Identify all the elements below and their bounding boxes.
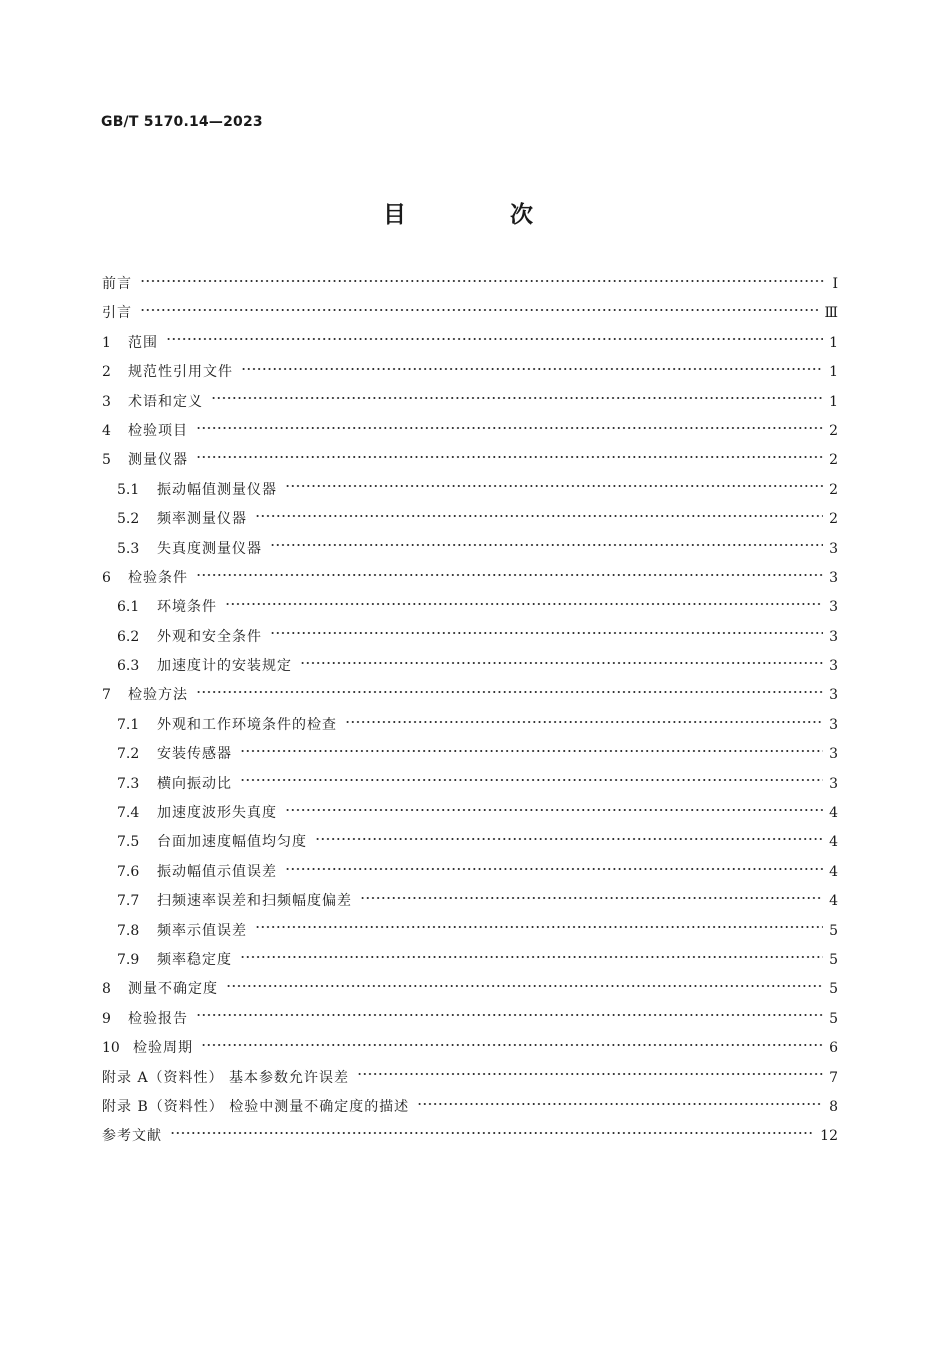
toc-entry-title: 术语和定义 — [128, 393, 203, 410]
toc-entry-title: 频率示值误差 — [157, 922, 247, 939]
toc-entry-page: 3 — [829, 599, 838, 616]
toc-entry[interactable] — [102, 299, 838, 328]
toc-entry-title: 检验报告 — [128, 1010, 188, 1027]
toc-dot-leader — [140, 280, 824, 282]
toc-dot-leader — [285, 485, 823, 487]
toc-entry[interactable] — [102, 1005, 838, 1034]
toc-entry-page: 3 — [829, 746, 838, 763]
toc-entry-page: 3 — [829, 569, 838, 586]
toc-dot-leader — [166, 338, 823, 340]
toc-dot-leader — [360, 897, 823, 899]
toc-entry-title: 附录 B（资料性） 检验中测量不确定度的描述 — [102, 1098, 410, 1115]
toc-entry-page: 3 — [829, 628, 838, 645]
toc-dot-leader — [417, 1103, 823, 1105]
toc-entry-title: 测量不确定度 — [128, 981, 218, 998]
toc-entry[interactable] — [102, 417, 838, 446]
toc-dot-leader — [196, 427, 823, 429]
toc-entry-title: 频率测量仪器 — [157, 511, 247, 528]
toc-entry-title: 加速度计的安装规定 — [157, 658, 292, 675]
toc-entry-number: 9 — [102, 1010, 111, 1027]
toc-entry-title: 检验项目 — [128, 422, 188, 439]
toc-dot-leader — [196, 691, 823, 693]
toc-entry-page: 4 — [829, 893, 838, 910]
toc-entry[interactable] — [102, 740, 838, 769]
toc-entry-title: 扫频速率误差和扫频幅度偏差 — [157, 893, 352, 910]
toc-entry[interactable] — [102, 564, 838, 593]
toc-entry[interactable] — [102, 828, 838, 857]
toc-dot-leader — [170, 1132, 814, 1134]
toc-entry-title: 检验方法 — [128, 687, 188, 704]
toc-entry-number: 6.1 — [117, 599, 140, 616]
toc-dot-leader — [225, 603, 823, 605]
toc-entry-number: 10 — [102, 1040, 120, 1057]
toc-entry-number: 7.9 — [117, 951, 140, 968]
toc-entry[interactable] — [102, 476, 838, 505]
toc-entry-page: 3 — [829, 658, 838, 675]
toc-dot-leader — [201, 1044, 823, 1046]
toc-entry[interactable] — [102, 388, 838, 417]
toc-entry[interactable] — [102, 446, 838, 475]
toc-entry-page: 2 — [829, 452, 838, 469]
toc-entry[interactable] — [102, 887, 838, 916]
toc-entry[interactable] — [102, 1064, 838, 1093]
toc-entry-number: 7.6 — [117, 863, 140, 880]
toc-dot-leader — [211, 397, 823, 399]
toc-entry[interactable] — [102, 1093, 838, 1122]
toc-entry[interactable] — [102, 329, 838, 358]
toc-entry-number: 7.4 — [117, 805, 140, 822]
toc-entry[interactable] — [102, 593, 838, 622]
toc-entry[interactable] — [102, 858, 838, 887]
toc-dot-leader — [357, 1073, 823, 1075]
toc-entry-number: 8 — [102, 981, 111, 998]
toc-entry-title: 引言 — [102, 305, 132, 322]
toc-entry-page: Ⅲ — [824, 305, 838, 322]
toc-dot-leader — [226, 985, 823, 987]
toc-entry-number: 1 — [102, 334, 111, 351]
toc-dot-leader — [255, 926, 823, 928]
toc-dot-leader — [196, 1014, 823, 1016]
toc-entry-number: 6 — [102, 569, 111, 586]
toc-dot-leader — [140, 309, 818, 311]
toc-entry-number: 3 — [102, 393, 111, 410]
toc-entry-number: 5 — [102, 452, 111, 469]
toc-entry-number: 4 — [102, 422, 111, 439]
toc-entry-page: 1 — [829, 334, 838, 351]
toc-entry[interactable] — [102, 652, 838, 681]
toc-entry-title: 振动幅值测量仪器 — [157, 481, 277, 498]
page-title: 目 次 — [382, 202, 581, 228]
toc-entry-page: 5 — [829, 1010, 838, 1027]
toc-entry-title: 规范性引用文件 — [128, 364, 233, 381]
toc-entry-title: 参考文献 — [102, 1128, 162, 1145]
toc-entry-page: 5 — [829, 981, 838, 998]
toc-entry[interactable] — [102, 1034, 838, 1063]
toc-entry-title: 检验周期 — [133, 1040, 193, 1057]
toc-entry-page: 6 — [829, 1040, 838, 1057]
toc-entry-title: 检验条件 — [128, 569, 188, 586]
toc-entry-number: 2 — [102, 364, 111, 381]
toc-entry[interactable] — [102, 358, 838, 387]
toc-entry-title: 振动幅值示值误差 — [157, 863, 277, 880]
toc-entry-page: 4 — [829, 863, 838, 880]
toc-entry[interactable] — [102, 623, 838, 652]
toc-entry-title: 测量仪器 — [128, 452, 188, 469]
toc-entry-page: 3 — [829, 540, 838, 557]
toc-entry-number: 5.1 — [117, 481, 140, 498]
toc-entry-page: 3 — [829, 716, 838, 733]
toc-entry-number: 7.7 — [117, 893, 140, 910]
toc-entry-page: 2 — [829, 422, 838, 439]
toc-dot-leader — [255, 515, 823, 517]
toc-dot-leader — [285, 868, 823, 870]
toc-entry[interactable] — [102, 535, 838, 564]
toc-entry-title: 台面加速度幅值均匀度 — [157, 834, 307, 851]
toc-entry-page: 2 — [829, 511, 838, 528]
toc-entry-title: 频率稳定度 — [157, 951, 232, 968]
toc-dot-leader — [300, 662, 823, 664]
toc-entry-page: 1 — [829, 393, 838, 410]
toc-dot-leader — [345, 721, 823, 723]
toc-entry-number: 6.3 — [117, 658, 140, 675]
toc-entry-title: 安装传感器 — [157, 746, 232, 763]
toc-entry-number: 5.3 — [117, 540, 140, 557]
toc-entry-number: 6.2 — [117, 628, 140, 645]
toc-entry-page: 12 — [820, 1128, 838, 1145]
toc-dot-leader — [315, 838, 823, 840]
toc-entry-page: 8 — [829, 1098, 838, 1115]
toc-entry[interactable] — [102, 946, 838, 975]
toc-entry-page: 1 — [829, 364, 838, 381]
toc-entry-page: 7 — [829, 1069, 838, 1086]
toc-entry-title: 前言 — [102, 276, 132, 292]
toc-dot-leader — [196, 574, 823, 576]
toc-entry-number: 5.2 — [117, 511, 140, 528]
toc-entry-page: Ⅰ — [832, 276, 838, 292]
toc-entry[interactable] — [102, 770, 838, 799]
toc-dot-leader — [240, 779, 823, 781]
toc-entry[interactable] — [102, 505, 838, 534]
toc-entry[interactable] — [102, 270, 838, 299]
toc-dot-leader — [241, 368, 823, 370]
toc-entry-number: 7.2 — [117, 746, 140, 763]
toc-entry[interactable] — [102, 711, 838, 740]
toc-entry[interactable] — [102, 799, 838, 828]
toc-dot-leader — [270, 632, 823, 634]
toc-entry-title: 外观和工作环境条件的检查 — [157, 716, 337, 733]
table-of-contents — [102, 270, 838, 1152]
toc-entry-page: 5 — [829, 951, 838, 968]
toc-entry[interactable] — [102, 917, 838, 946]
toc-entry-number: 7.3 — [117, 775, 140, 792]
toc-entry-title: 横向振动比 — [157, 775, 232, 792]
toc-dot-leader — [270, 544, 823, 546]
toc-entry-page: 4 — [829, 805, 838, 822]
toc-entry[interactable] — [102, 975, 838, 1004]
toc-dot-leader — [240, 956, 823, 958]
toc-entry[interactable] — [102, 1122, 838, 1151]
toc-entry-number: 7.5 — [117, 834, 140, 851]
toc-entry-title: 附录 A（资料性） 基本参数允许误差 — [102, 1069, 350, 1086]
toc-entry-title: 外观和安全条件 — [157, 628, 262, 645]
toc-entry-title: 范围 — [128, 334, 158, 351]
toc-entry-page: 5 — [829, 922, 838, 939]
toc-entry-title: 失真度测量仪器 — [157, 540, 262, 557]
toc-entry[interactable] — [102, 681, 838, 710]
toc-entry-page: 4 — [829, 834, 838, 851]
toc-entry-number: 7.1 — [117, 716, 140, 733]
toc-dot-leader — [196, 456, 823, 458]
toc-dot-leader — [285, 809, 823, 811]
toc-entry-number: 7.8 — [117, 922, 140, 939]
toc-entry-title: 环境条件 — [157, 599, 217, 616]
toc-entry-page: 3 — [829, 687, 838, 704]
toc-entry-page: 2 — [829, 481, 838, 498]
toc-entry-title: 加速度波形失真度 — [157, 805, 277, 822]
toc-entry-page: 3 — [829, 775, 838, 792]
standard-number: GB/T 5170.14—2023 — [101, 114, 263, 130]
toc-dot-leader — [240, 750, 823, 752]
toc-entry-number: 7 — [102, 687, 111, 704]
